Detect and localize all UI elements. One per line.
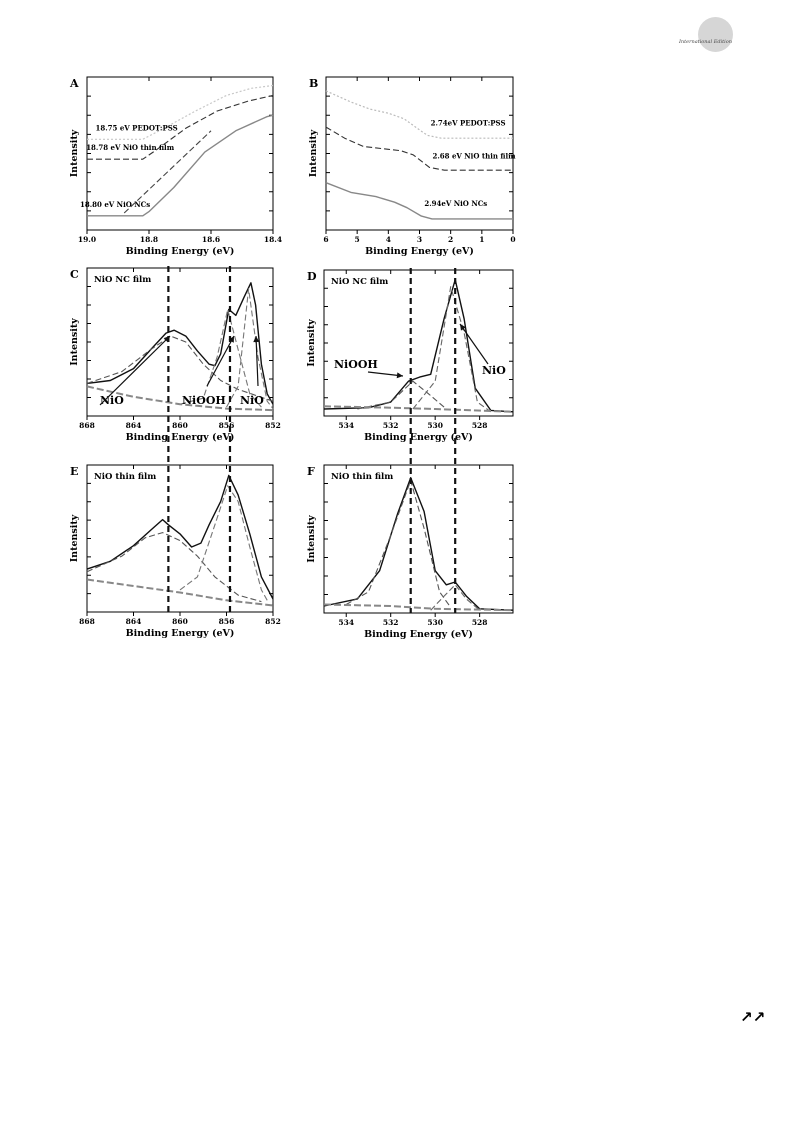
y-axis-label: Intensity	[69, 318, 80, 366]
x-axis-label: Binding Energy (eV)	[364, 432, 473, 443]
annotation-label: 2.74eV PEDOT:PSS	[430, 118, 506, 128]
x-tick-label: 852	[265, 421, 281, 430]
annotation-label: 18.78 eV NiO thin film	[86, 143, 175, 153]
panel-label: A	[70, 77, 79, 90]
x-tick-label: 852	[265, 617, 281, 626]
series-line-4	[324, 406, 513, 412]
panel-title: NiO NC film	[94, 275, 152, 285]
annotation-label: 18.75 eV PEDOT:PSS	[95, 123, 178, 133]
chart-panel-E	[69, 465, 281, 639]
x-axis-label: Binding Energy (eV)	[364, 629, 473, 640]
annotation-arrow	[100, 336, 170, 405]
x-tick-label: 868	[79, 421, 95, 430]
annotation-label: NiOOH	[182, 394, 226, 407]
x-axis-label: Binding Energy (eV)	[125, 246, 235, 257]
series-line-1	[87, 475, 273, 599]
annotation-label: NiO	[100, 394, 124, 407]
x-tick-label: 18.4	[263, 235, 283, 244]
y-axis-label: Intensity	[308, 129, 319, 178]
x-tick-label: 534	[338, 421, 355, 430]
annotation-label: 2.68 eV NiO thin film	[432, 151, 516, 161]
plot-frame	[324, 270, 513, 416]
x-tick-label: 534	[338, 618, 355, 627]
x-tick-label: 864	[125, 421, 142, 430]
x-tick-label: 4	[385, 235, 391, 244]
y-axis-label: Intensity	[306, 515, 317, 563]
series-line-4	[324, 605, 513, 611]
panel-label: C	[70, 268, 79, 281]
series-line-1	[324, 478, 513, 611]
y-axis-label: Intensity	[69, 129, 80, 178]
panel-title: NiO NC film	[331, 277, 389, 287]
x-tick-label: 1	[479, 235, 485, 244]
panel-label: E	[70, 465, 79, 478]
panel-title: NiO thin film	[331, 472, 394, 482]
x-tick-label: 860	[172, 421, 188, 430]
series-line-1	[87, 283, 273, 404]
x-axis-label: Binding Energy (eV)	[125, 628, 235, 639]
x-tick-label: 528	[471, 421, 488, 430]
x-axis-label: Binding Energy (eV)	[125, 432, 235, 443]
x-tick-label: 868	[79, 617, 95, 626]
x-tick-label: 530	[427, 618, 444, 627]
plot-frame	[87, 465, 273, 612]
series-line-4	[87, 580, 273, 606]
chart-panel-C	[69, 268, 281, 443]
annotation-label: NiO	[482, 364, 506, 377]
x-axis-label: Binding Energy (eV)	[365, 246, 474, 257]
chart-panel-F	[306, 465, 513, 640]
chart-panel-D	[306, 270, 513, 443]
x-tick-label: 528	[471, 618, 488, 627]
series-line-1	[324, 280, 513, 412]
series-line-2	[87, 336, 273, 401]
corner-arrows-icon: ↗↗	[740, 1008, 766, 1026]
x-tick-label: 18.8	[139, 235, 159, 244]
x-tick-label: 532	[382, 421, 399, 430]
x-tick-label: 5	[354, 235, 360, 244]
annotation-label: NiO	[240, 394, 264, 407]
series-line-1	[326, 91, 513, 138]
x-tick-label: 18.6	[201, 235, 221, 244]
panel-title: NiO thin film	[94, 472, 157, 482]
x-tick-label: 860	[172, 617, 188, 626]
panel-label: B	[309, 77, 319, 90]
x-tick-label: 3	[416, 235, 423, 244]
x-tick-label: 2	[448, 235, 454, 244]
x-tick-label: 0	[510, 235, 516, 244]
annotation-label: 2.94eV NiO NCs	[424, 199, 488, 209]
x-tick-label: 532	[382, 618, 399, 627]
panel-label: D	[307, 270, 317, 283]
annotation-arrow	[256, 336, 258, 386]
series-line-3	[180, 309, 261, 407]
annotation-label: 18.80 eV NiO NCs	[80, 199, 151, 209]
x-tick-label: 856	[218, 421, 235, 430]
series-line-2	[326, 127, 513, 170]
series-line-2	[357, 381, 446, 409]
plot-frame	[324, 465, 513, 613]
x-tick-label: 19.0	[77, 235, 97, 244]
x-tick-label: 6	[323, 235, 329, 244]
annotation-arrow	[460, 324, 488, 364]
x-tick-label: 864	[125, 617, 142, 626]
panel-label: F	[307, 465, 315, 478]
x-tick-label: 856	[218, 617, 235, 626]
x-tick-label: 530	[427, 421, 444, 430]
series-line-2	[346, 481, 451, 608]
chart-panel-A	[69, 77, 282, 257]
annotation-label: NiOOH	[334, 358, 378, 371]
y-axis-label: Intensity	[306, 319, 317, 367]
series-line-2	[87, 533, 261, 602]
chart-panel-B	[308, 77, 516, 257]
edition-badge-text: International Edition	[678, 39, 732, 45]
y-axis-label: Intensity	[69, 514, 80, 563]
